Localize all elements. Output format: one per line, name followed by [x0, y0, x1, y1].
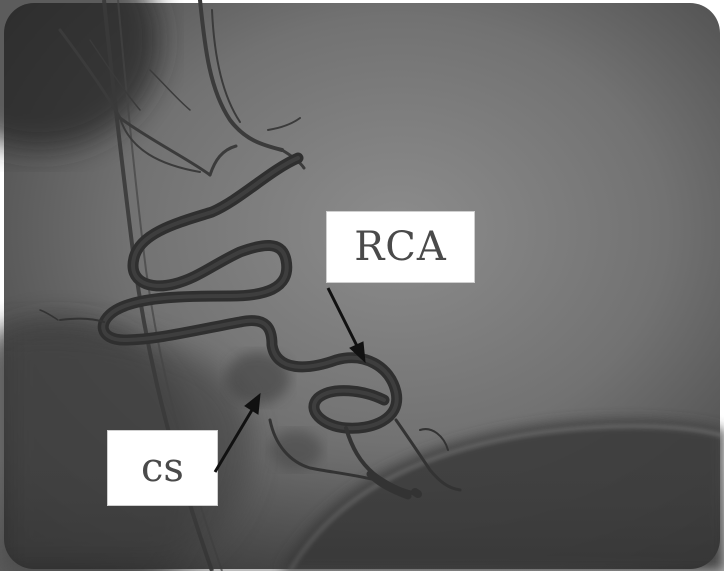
- rca-label-box: [326, 211, 475, 283]
- rca-label-text: RCA: [354, 224, 447, 270]
- cs-label-box: [107, 430, 218, 506]
- cs-label-text: cs: [141, 445, 184, 491]
